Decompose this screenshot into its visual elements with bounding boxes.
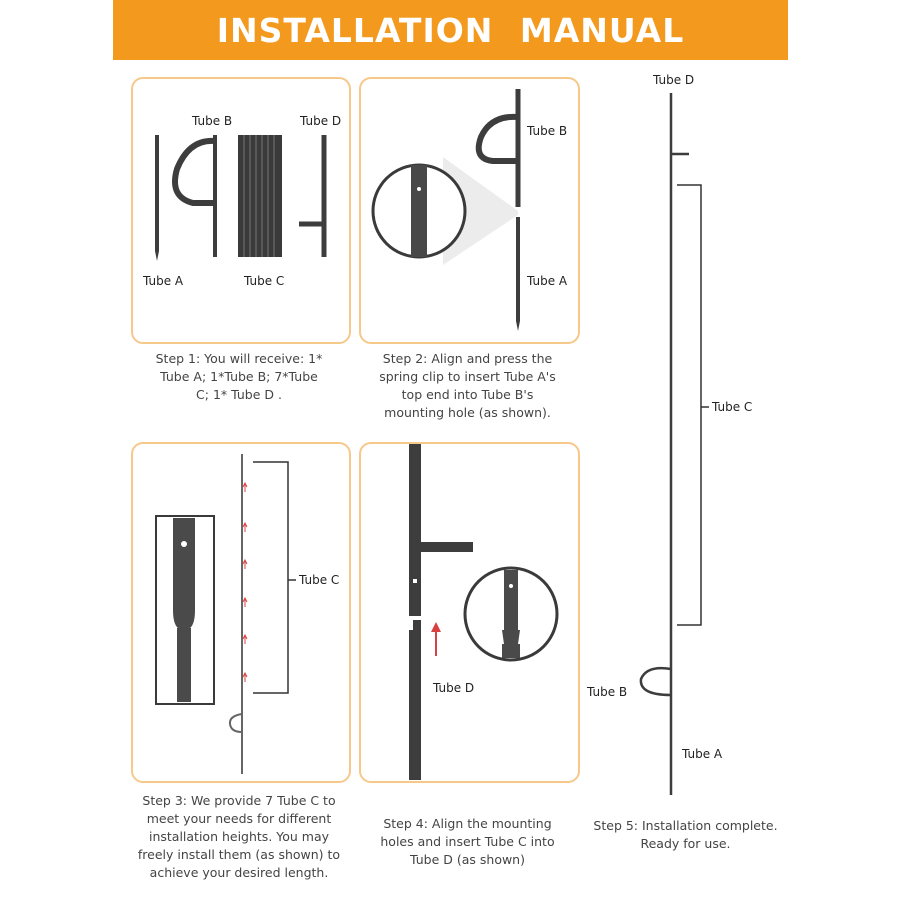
zoom-tube-icon <box>502 570 520 658</box>
step5-tube-a-label: Tube A <box>682 747 723 761</box>
header-banner <box>113 0 788 60</box>
tube-d-icon <box>299 135 324 257</box>
tube-c-bracket <box>677 185 701 625</box>
step1-tube-b-label: Tube B <box>192 114 233 128</box>
tube-c-bracket <box>253 462 288 693</box>
tube-a-icon <box>516 217 520 331</box>
step3-caption <box>131 792 347 882</box>
assembled-pole-icon <box>230 454 242 774</box>
caption-line: top end into Tube B's <box>401 387 534 402</box>
caption-line: installation heights. You may <box>148 829 330 844</box>
tube-c-icon <box>409 620 421 780</box>
caption-line: spring clip to insert Tube A's <box>379 369 556 384</box>
tube-a-icon <box>155 135 159 261</box>
caption-line: Step 5: Installation complete. <box>593 818 778 833</box>
caption-line: Step 4: Align the mounting <box>383 816 552 831</box>
step1-tube-d-label: Tube D <box>300 114 342 128</box>
red-arrow-icon <box>243 483 247 682</box>
step1-panel <box>131 77 351 344</box>
step3-illustration <box>133 444 349 781</box>
step2-caption <box>359 350 576 422</box>
step5-tube-c-label: Tube C <box>712 400 753 414</box>
step2-illustration <box>361 79 578 342</box>
step2-panel <box>359 77 580 344</box>
caption-line: freely install them (as shown) to <box>137 847 341 862</box>
step4-tube-d-label: Tube D <box>433 681 475 695</box>
step4-panel <box>359 442 580 783</box>
caption-line: achieve your desired length. <box>149 865 329 880</box>
step1-caption <box>131 350 347 404</box>
tube-d-icon <box>409 444 473 616</box>
tube-detail-icon <box>156 516 214 704</box>
step3-tube-c-label: Tube C <box>299 573 340 587</box>
step5-tube-b-label: Tube B <box>587 685 628 699</box>
page-title: INSTALLATION MANUAL <box>216 10 685 50</box>
caption-line: mounting hole (as shown). <box>384 405 551 420</box>
caption-line: Step 1: You will receive: 1* <box>155 351 323 366</box>
caption-line: Ready for use. <box>640 836 731 851</box>
red-arrow-icon <box>431 622 441 656</box>
caption-line: Step 3: We provide 7 Tube C to <box>142 793 336 808</box>
step4-illustration <box>361 444 578 781</box>
step1-tube-c-label: Tube C <box>244 274 285 288</box>
caption-line: meet your needs for different <box>146 811 332 826</box>
step5-figure <box>585 65 800 800</box>
step4-caption <box>359 815 576 869</box>
step5-tube-d-label: Tube D <box>653 73 695 87</box>
zoom-tube-icon <box>411 165 427 257</box>
caption-line: C; 1* Tube D . <box>196 387 282 402</box>
step2-tube-a-label: Tube A <box>527 274 568 288</box>
step2-tube-b-label: Tube B <box>527 124 568 138</box>
step3-panel <box>131 442 351 783</box>
step5-caption <box>583 817 788 853</box>
caption-line: Tube A; 1*Tube B; 7*Tube <box>160 369 318 384</box>
caption-line: holes and insert Tube C into <box>380 834 555 849</box>
step1-tube-a-label: Tube A <box>143 274 184 288</box>
tube-c-bundle-icon <box>238 135 282 257</box>
assembled-pole-icon <box>641 93 689 795</box>
tube-b-icon <box>175 135 215 257</box>
caption-line: Tube D (as shown) <box>410 852 525 867</box>
caption-line: Step 2: Align and press the <box>382 351 553 366</box>
